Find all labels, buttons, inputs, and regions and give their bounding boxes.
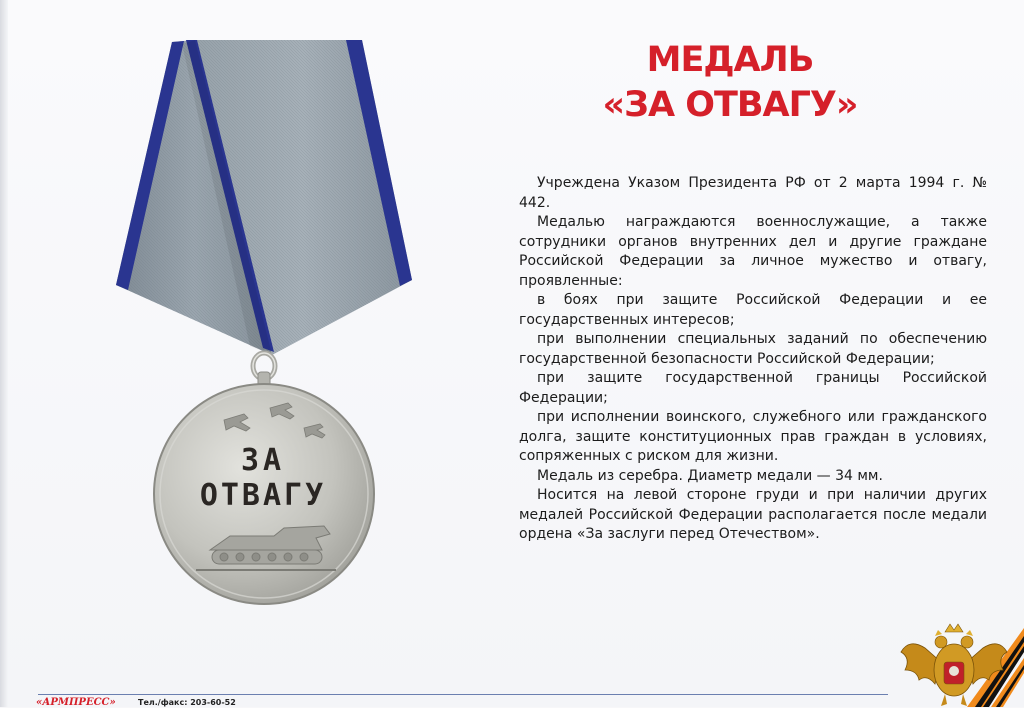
page-title — [560, 38, 900, 128]
paragraph-decree: Учреждена Указом Президента РФ от 2 марта 1994 г. № 442. — [519, 175, 987, 211]
paragraph-special-tasks: при выполнении специальных заданий по обеспечению государственной безопасности Российской Федерации; — [519, 331, 987, 367]
medal-inscription-line2: ОТВАГУ — [199, 478, 327, 513]
medal-illustration — [100, 30, 430, 620]
paragraph-duty: при исполнении воинского, служебного или гражданского долга, защите конституционных прав граждан в условиях, сопряженных с риском для жизни. — [519, 409, 987, 464]
footer-phone: Тел./факс: 203-60-52 — [138, 698, 236, 707]
page-edge-shadow — [0, 0, 8, 707]
description-text — [519, 174, 987, 545]
footer-divider — [38, 694, 888, 695]
paragraph-wearing: Носится на левой стороне груди и при наличии других медалей Российской Федерации располагается после медали ордена «За заслуги перед Отечеством». — [519, 487, 987, 542]
double-headed-eagle-icon — [895, 618, 1024, 707]
medal-inscription-line1: ЗА — [240, 443, 286, 478]
footer-brand: «АРМПРЕСС» — [36, 697, 116, 708]
paragraph-combat: в боях при защите Российской Федерации и ее государственных интересов; — [519, 292, 987, 328]
page-title-line2: «ЗА ОТВАГУ» — [602, 85, 858, 125]
paragraph-recipients: Медалью награждаются военнослужащие, а также сотрудники органов внутренних дел и другие граждане Российской Федерации за личное мужество и отвагу, проявленные: — [519, 214, 987, 289]
paragraph-material: Медаль из серебра. Диаметр медали — 34 мм. — [537, 467, 883, 484]
paragraph-border: при защите государственной границы Российской Федерации; — [519, 370, 987, 406]
page-title-line1: МЕДАЛЬ — [646, 40, 814, 80]
